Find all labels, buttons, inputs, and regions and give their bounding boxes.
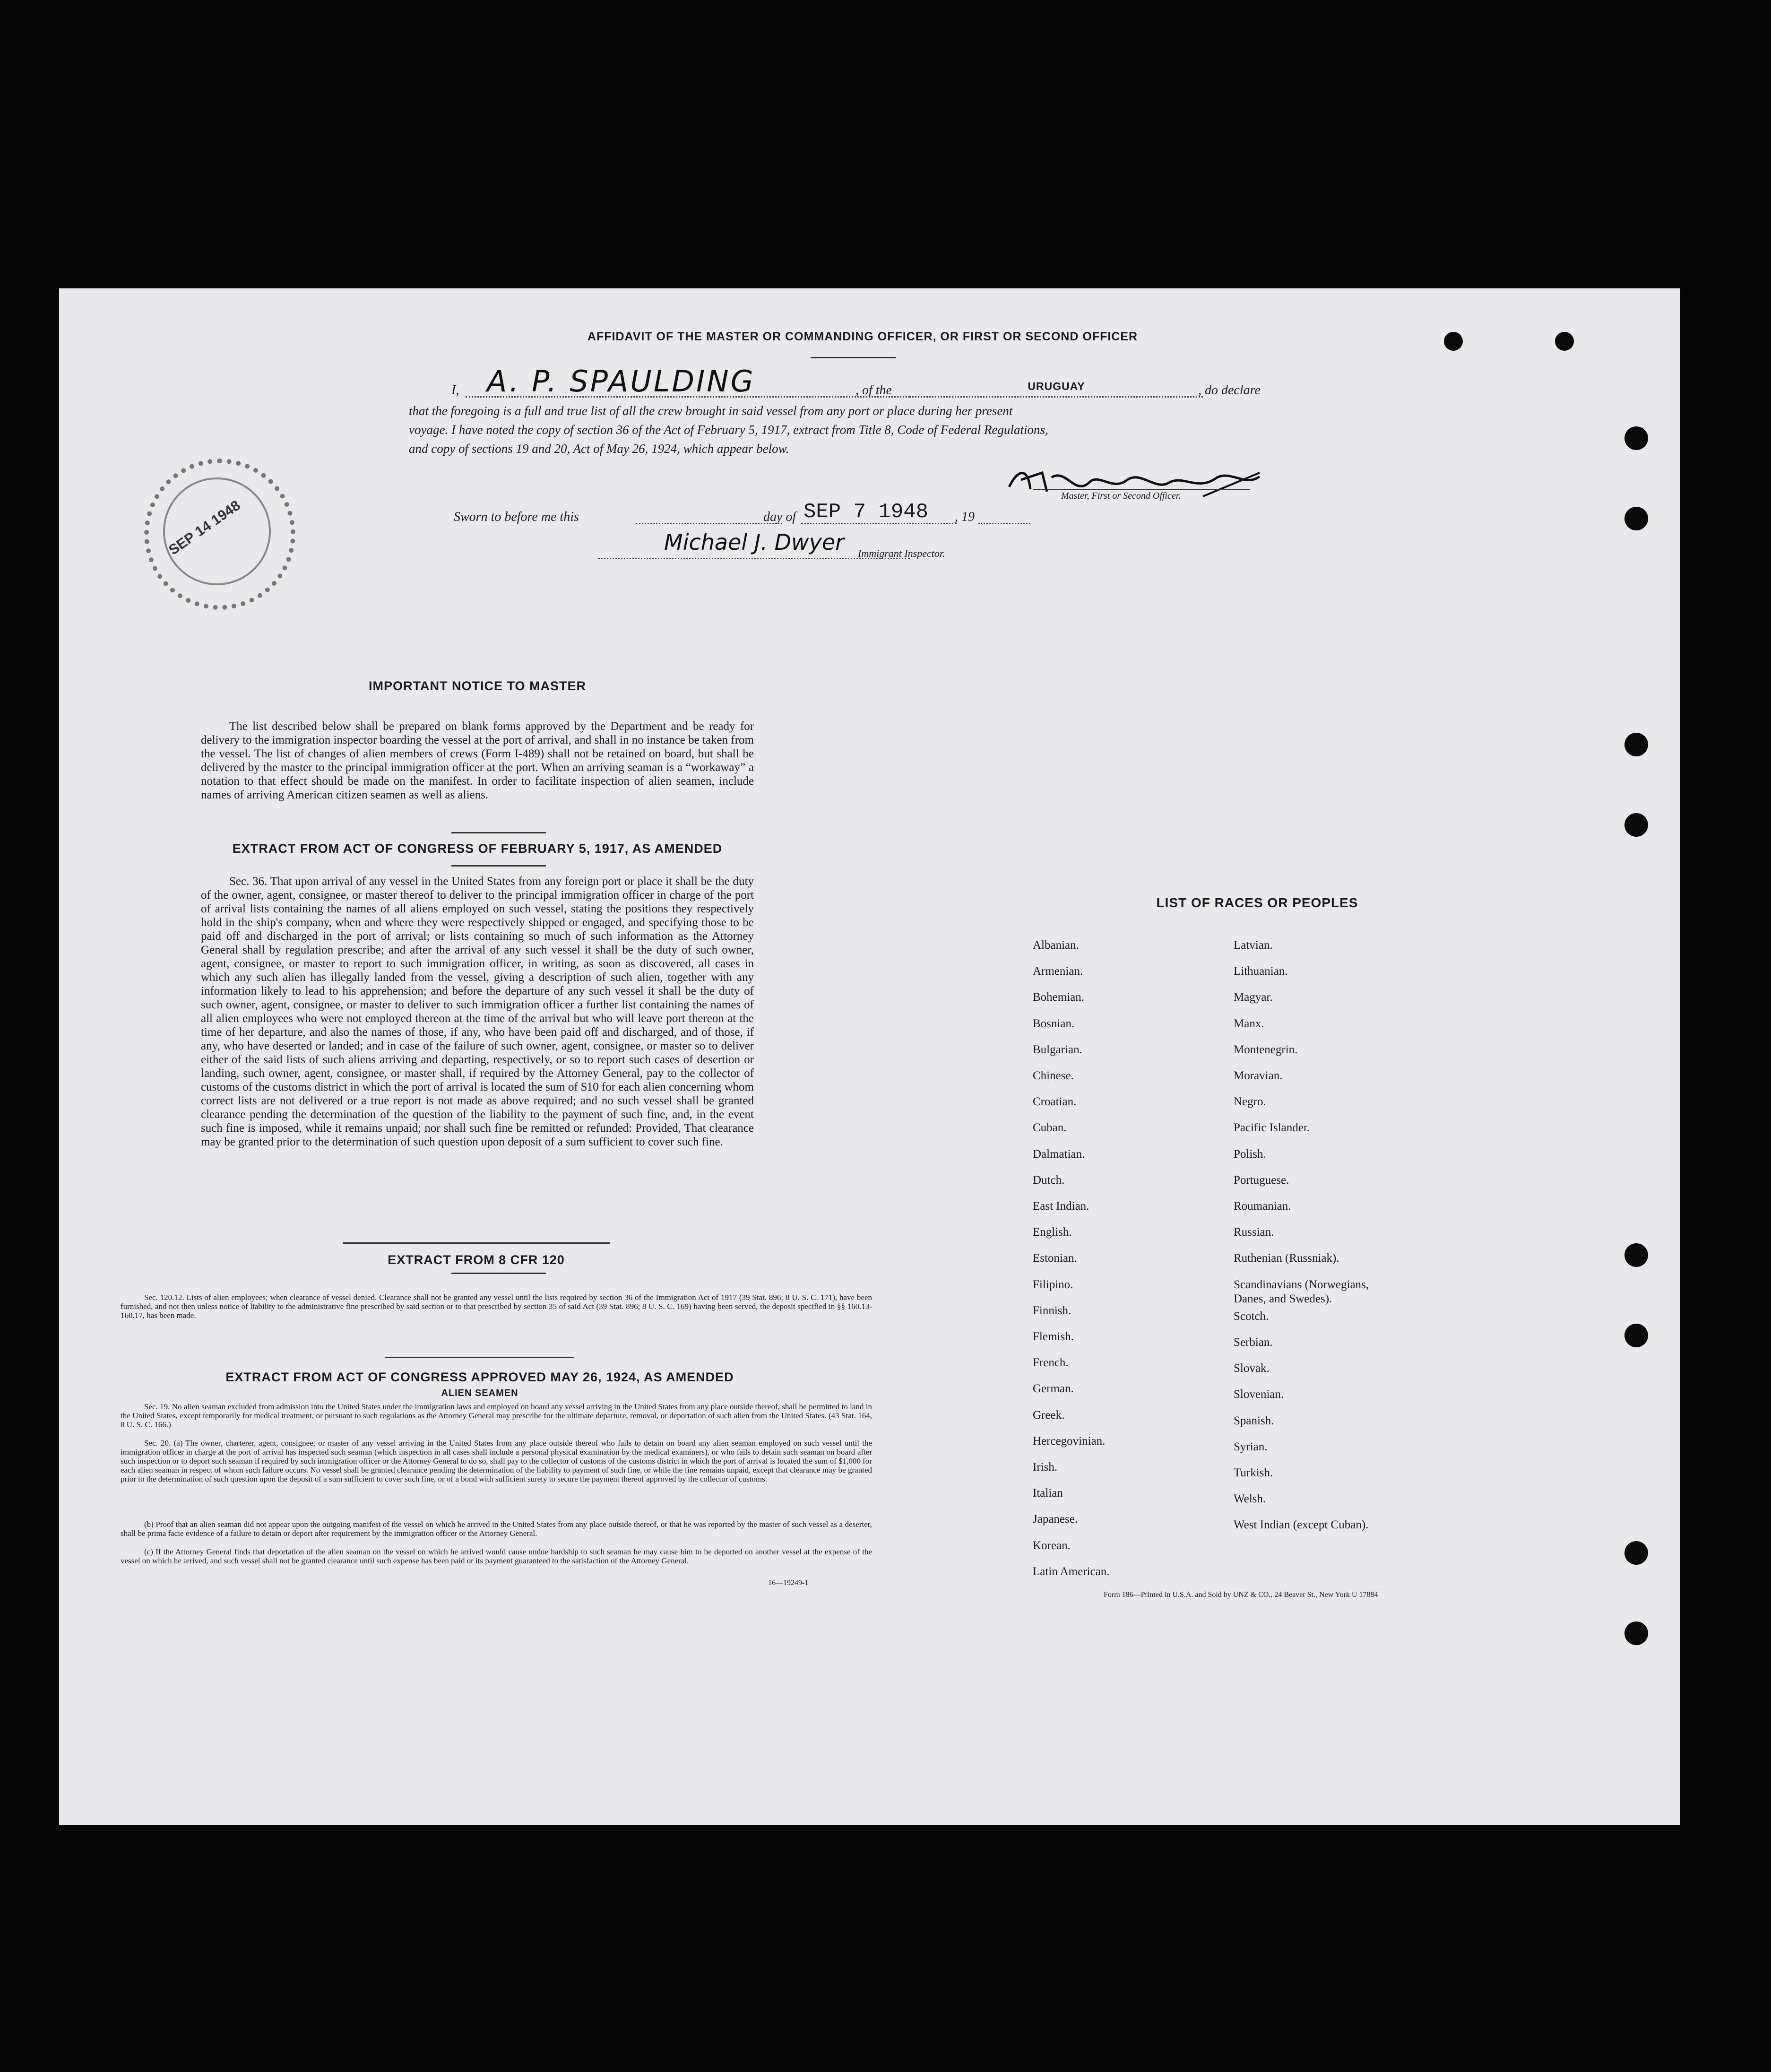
race-item: Spanish.	[1234, 1414, 1274, 1427]
affidavit-statement-2: voyage. I have noted the copy of section 36 of the Act of February 5, 1917, extract from Title 8, Code of Federal Regulations,	[409, 423, 1048, 437]
affidavit-i-label: I,	[451, 383, 459, 398]
race-item: Syrian.	[1234, 1440, 1268, 1453]
title-rule	[811, 357, 896, 358]
race-item: Montenegrin.	[1234, 1043, 1298, 1056]
extract-1924-sec20a: Sec. 20. (a) The owner, charterer, agent, consignee, or master of any vessel arriving in the United States from any place outside thereof who fails to detain on board any alien seaman employed on such vessel until the immigration officer in charge at the port of arrival has inspected such seaman (which inspection in all cases shall include a personal physical examination by the medical examiners), or who fails to detain such seaman on board after such inspection or to deport such seaman if required by such immigration officer or the Attorney General to do so, shall pay to the collector of customs of the customs district in which the port of arrival is located the sum of $1,000 for each alien seaman in respect of whom such failure occurs. No vessel shall be granted clearance pending the determination of the liability to payment of such fine, or while the fine remains unpaid, except that clearance may be granted prior to the determination of such question upon the deposit of a sum sufficient to cover such fine, or of a bond with sufficient surety to secure the payment thereof approved by the collector of customs.	[121, 1439, 872, 1483]
race-item: Slovenian.	[1234, 1388, 1284, 1401]
race-item: Roumanian.	[1234, 1200, 1291, 1213]
notice-title: IMPORTANT NOTICE TO MASTER	[369, 679, 586, 693]
race-item: Korean.	[1033, 1539, 1071, 1552]
race-item: Japanese.	[1033, 1513, 1078, 1526]
race-item: English.	[1033, 1226, 1072, 1239]
affidavit-of-the: , of the	[855, 383, 892, 398]
inspector-signature: Michael J. Dwyer	[664, 529, 845, 555]
stamp-inner-ring	[163, 477, 271, 585]
race-item: Manx.	[1234, 1017, 1264, 1030]
cfr-rule	[451, 1273, 546, 1274]
punch-hole	[1624, 1324, 1648, 1347]
race-item: Turkish.	[1234, 1466, 1273, 1479]
race-item: Magyar.	[1234, 991, 1273, 1004]
race-item: Cuban.	[1033, 1121, 1067, 1135]
races-title: LIST OF RACES OR PEOPLES	[1156, 895, 1358, 910]
race-item: Latvian.	[1234, 939, 1273, 952]
cfr-top-rule	[343, 1242, 610, 1244]
race-item: Latin American.	[1033, 1565, 1110, 1578]
cfr-text: Sec. 120.12. Lists of alien employees; when clearance of vessel denied. Clearance shall not be granted any vessel until the lists required by section 36 of the Immigration Act of 1917 (39 Stat. 896; 8 U. S. C. 171), have been furnished, and not then unless notice of liability to the administrative fine prescribed by said section or to that prescribed by section 35 of said Act (39 Stat. 896; 8 U. S. C. 169) having been served, the deposit specified in §§ 160.13-160.17, has been made.	[121, 1293, 872, 1320]
extract-1917-text: Sec. 36. That upon arrival of any vessel in the United States from any foreign port or place it shall be the duty of the owner, agent, consignee, or master thereof to deliver to the principal immigration officer in charge of the port of arrival lists containing the names of all aliens employed on such vessel, stating the positions they respectively hold in the ship's company, when and where they were respectively shipped or engaged, and specifying those to be paid off and discharged in the port of arrival; or lists containing so much of such information as the Attorney General shall by regulation prescribe; and after the arrival of any such vessel it shall be the duty of such owner, agent, consignee, or master to report to such immigration officer, in writing, as soon as discovered, all cases in which any such alien has illegally landed from the vessel, giving a description of such alien, together with any information likely to lead to his apprehension; and before the departure of any such vessel it shall be the duty of such owner, agent, consignee, or master to deliver to such immigration officer a further list containing the names of all alien employees who were not employed thereon at the time of the arrival but who will leave port thereon at the time of her departure, and also the names of those, if any, who have been paid off and discharged, and of those, if any, who have deserted or landed; and in case of the failure of such owner, agent, consignee, or master so to deliver either of the said lists of such aliens arriving and departing, respectively, or so to report such cases of desertion or landing, such owner, agent, consignee, or master shall, if required by the Attorney General, pay to the collector of customs of the customs district in which the port of arrival is located the sum of $10 for each alien concerning whom correct lists are not delivered or a true report is not made as above required; and no such vessel shall be granted clearance pending the determination of the question of the liability to the payment of such fine, and, in the event such fine is imposed, while it remains unpaid; nor shall such fine be remitted or refunded: Provided, That clearance may be granted prior to the determination of such question upon deposit of a sum sufficient to cover such fine.	[201, 875, 754, 1148]
sworn-day-line	[636, 523, 782, 524]
race-item: French.	[1033, 1356, 1069, 1370]
race-item: Serbian.	[1234, 1336, 1273, 1349]
punch-hole	[1624, 733, 1648, 756]
port-of-entry-stamp	[144, 459, 295, 610]
race-item: Italian	[1033, 1487, 1063, 1500]
name-dotted-line	[466, 396, 910, 398]
race-item: Slovak.	[1234, 1362, 1270, 1375]
affidavit-title: AFFIDAVIT OF THE MASTER OR COMMANDING OFFICER, OR FIRST OR SECOND OFFICER	[587, 330, 1138, 343]
race-item: Albanian.	[1033, 939, 1079, 952]
cfr-title: EXTRACT FROM 8 CFR 120	[388, 1253, 565, 1267]
race-item: Finnish.	[1033, 1304, 1071, 1317]
extract-1917-title: EXTRACT FROM ACT OF CONGRESS OF FEBRUARY 5, 1917, AS AMENDED	[232, 841, 723, 856]
extract-1924-subtitle: ALIEN SEAMEN	[441, 1388, 518, 1398]
race-item: Dalmatian.	[1033, 1147, 1085, 1161]
punch-hole	[1624, 1541, 1648, 1565]
stamp-date: SEP 14 1948	[166, 497, 243, 558]
notice-rule	[451, 832, 546, 833]
punch-hole	[1624, 507, 1648, 530]
form-code: 16—19249-1	[768, 1579, 809, 1587]
officer-name-handwritten: A. P. SPAULDING	[487, 364, 755, 399]
race-item: Negro.	[1234, 1095, 1266, 1109]
notice-text: The list described below shall be prepared on blank forms approved by the Department and be ready for delivery to the immigration inspector boarding the vessel at the port of arrival, and shall in no instance be taken from the vessel. The list of changes of alien members of crews (Form I-489) shall not be retained on board, but shall be delivered by the master to the principal immigration officer at the port. When an arriving seaman is a “workaway” a notation to that effect should be made on the manifest. In order to facilitate inspection of alien seamen, include names of arriving American citizen seamen as well as aliens.	[201, 720, 754, 801]
race-item: Croatian.	[1033, 1095, 1077, 1109]
race-item: Dutch.	[1033, 1173, 1065, 1187]
race-item: Bulgarian.	[1033, 1043, 1082, 1056]
extract-1924-top-rule	[385, 1357, 574, 1358]
punch-hole	[1444, 332, 1463, 351]
race-item: Flemish.	[1033, 1330, 1074, 1343]
vessel-name: URUGUAY	[1028, 380, 1085, 392]
race-item: East Indian.	[1033, 1200, 1089, 1213]
race-item: Portuguese.	[1234, 1173, 1289, 1187]
extract-1917-rule	[451, 865, 546, 867]
race-item: Ruthenian (Russniak).	[1234, 1252, 1339, 1265]
race-item: Russian.	[1234, 1226, 1274, 1239]
extract-1924-sec20c: (c) If the Attorney General finds that deportation of the alien seaman on the vessel on which he arrived would cause undue hardship to such seaman he may cause him to be deported on another vessel at the expense of the vessel on which he arrived, and such vessel shall not be granted clearance until such expense has been paid or its payment guaranteed to the satisfaction of the Attorney General.	[121, 1547, 872, 1565]
manifest-page	[59, 288, 1680, 1825]
printer-footer: Form 186—Printed in U.S.A. and Sold by UNZ & CO., 24 Beaver St., New York U 17884	[1104, 1591, 1378, 1599]
day-of-label: day of	[763, 510, 796, 524]
race-item: Bohemian.	[1033, 991, 1085, 1004]
race-item: Scotch.	[1234, 1309, 1269, 1323]
race-item: Welsh.	[1234, 1492, 1266, 1506]
extract-1924-title: EXTRACT FROM ACT OF CONGRESS APPROVED MAY 26, 1924, AS AMENDED	[225, 1370, 734, 1384]
year-suffix: , 19	[955, 510, 975, 524]
sworn-date-stamp: SEP 7 1948	[803, 500, 929, 524]
race-item: Estonian.	[1033, 1252, 1077, 1265]
affidavit-statement-3: and copy of sections 19 and 20, Act of May 26, 1924, which appear below.	[409, 442, 789, 456]
punch-hole	[1624, 1621, 1648, 1645]
inspector-label: Immigrant Inspector.	[858, 547, 945, 559]
master-signature-line	[1033, 489, 1250, 490]
race-item: Irish.	[1033, 1461, 1058, 1474]
sworn-month-line	[801, 523, 957, 524]
master-label: Master, First or Second Officer.	[1061, 491, 1181, 501]
race-item: Greek.	[1033, 1408, 1065, 1422]
race-item: Hercegovinian.	[1033, 1434, 1106, 1448]
punch-hole	[1624, 813, 1648, 837]
race-item: Filipino.	[1033, 1278, 1073, 1291]
punch-hole	[1624, 1243, 1648, 1267]
punch-hole	[1624, 426, 1648, 450]
race-item: Chinese.	[1033, 1069, 1074, 1082]
vessel-dotted-line	[910, 396, 1203, 398]
year-line	[978, 523, 1030, 524]
race-item: Lithuanian.	[1234, 965, 1288, 978]
race-item: German.	[1033, 1382, 1074, 1396]
race-item: Armenian.	[1033, 965, 1083, 978]
affidavit-do-declare: , do declare	[1198, 383, 1261, 398]
race-item: Moravian.	[1234, 1069, 1283, 1082]
extract-1924-sec19: Sec. 19. No alien seaman excluded from admission into the United States under the immigration laws and employed on board any vessel arriving in the United States from any place outside thereof, shall be permitted to land in the United States, except temporarily for medical treatment, or pursuant to such regulations as the Attorney General may prescribe for the ultimate departure, removal, or deportation of such alien from the United States. (43 Stat. 164, 8 U. S. C. 166.)	[121, 1402, 872, 1429]
extract-1924-sec20b: (b) Proof that an alien seaman did not appear upon the outgoing manifest of the vessel on which he arrived in the United States from any place outside thereof, or that he was reported by the master of such vessel as a deserter, shall be prima facie evidence of a failure to detain or deport after requirement by the immigration officer or the Attorney General.	[121, 1520, 872, 1538]
sworn-label: Sworn to before me this	[454, 510, 579, 524]
race-item: Scandinavians (Norwegians, Danes, and Swedes).	[1234, 1278, 1369, 1305]
race-item: Bosnian.	[1033, 1017, 1075, 1030]
race-item: West Indian (except Cuban).	[1234, 1518, 1369, 1532]
punch-hole	[1555, 332, 1574, 351]
affidavit-statement-1: that the foregoing is a full and true list of all the crew brought in said vessel from any port or place during her present	[409, 404, 1013, 418]
race-item: Pacific Islander.	[1234, 1121, 1310, 1135]
race-item: Polish.	[1234, 1147, 1266, 1161]
